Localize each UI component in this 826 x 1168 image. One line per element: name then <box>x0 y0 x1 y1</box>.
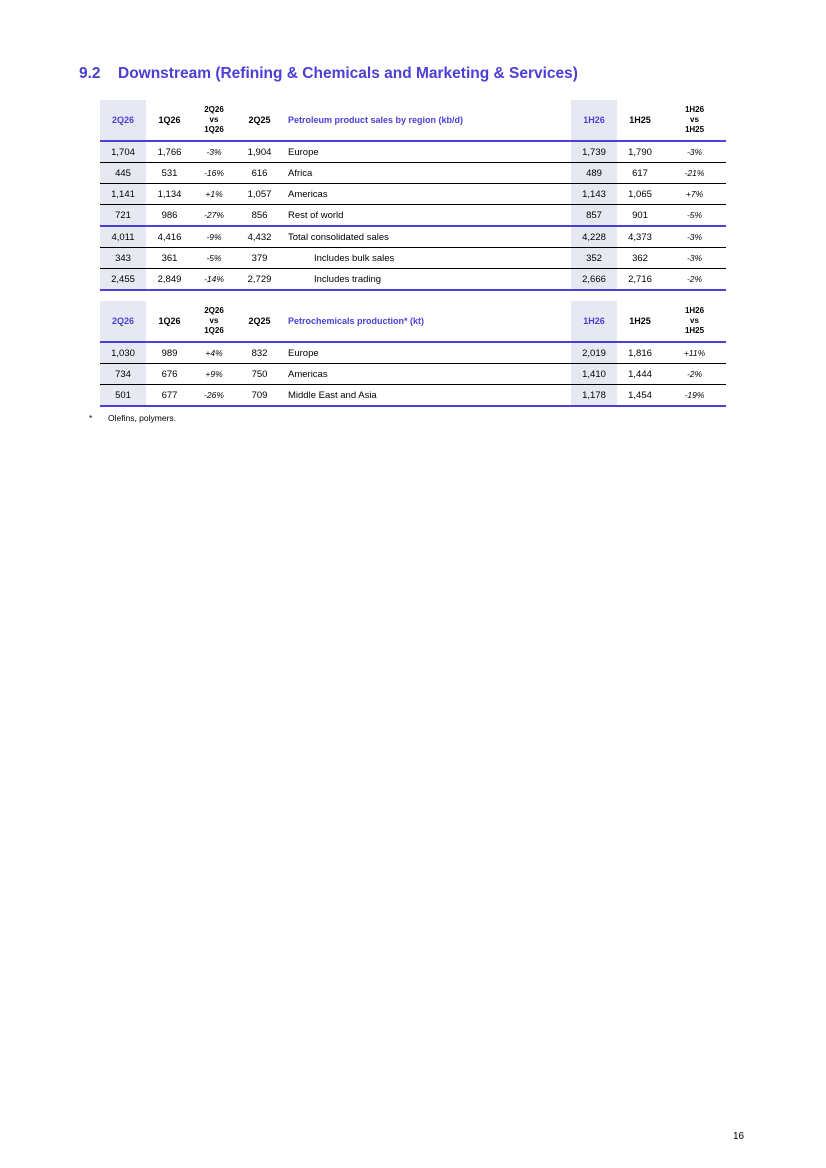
table-cell: -14% <box>193 269 235 291</box>
table-cell: +7% <box>663 184 726 205</box>
table-cell: 1,739 <box>571 141 617 163</box>
table-cell: 361 <box>146 248 193 269</box>
col-header: 1H26 vs 1H25 <box>684 306 705 335</box>
table-cell: -3% <box>663 141 726 163</box>
table-cell: 2,019 <box>571 342 617 364</box>
row-label: Total consolidated sales <box>284 226 571 248</box>
table-cell: 379 <box>235 248 284 269</box>
table-cell: 677 <box>146 385 193 407</box>
table-row <box>100 385 726 407</box>
table-row <box>100 226 726 248</box>
col-header: 2Q26 vs 1Q26 <box>204 306 224 335</box>
table-cell: +1% <box>193 184 235 205</box>
table-cell: 1,141 <box>100 184 146 205</box>
section-number: 9.2 <box>79 65 101 82</box>
table-header-row <box>100 301 726 342</box>
section-heading: Downstream (Refining & Chemicals and Marketing & Services) <box>118 65 578 82</box>
table-cell: 1,766 <box>146 141 193 163</box>
table-cell: 986 <box>146 205 193 227</box>
table-cell: 721 <box>100 205 146 227</box>
col-header: 1Q26 <box>158 315 181 326</box>
table-cell: 989 <box>146 342 193 364</box>
row-label: Americas <box>284 184 571 205</box>
table-cell: 1,065 <box>617 184 663 205</box>
table-row <box>100 364 726 385</box>
table-row <box>100 163 726 184</box>
table-cell: 362 <box>617 248 663 269</box>
table-cell: 901 <box>617 205 663 227</box>
table-cell: -9% <box>193 226 235 248</box>
petroleum-sales-table <box>100 100 726 291</box>
row-label: Includes trading <box>284 269 571 291</box>
table-cell: 734 <box>100 364 146 385</box>
table-cell: 1,178 <box>571 385 617 407</box>
col-header: 1H26 <box>571 301 617 342</box>
table-cell: -26% <box>193 385 235 407</box>
footnote-mark: * <box>89 413 93 423</box>
petrochemicals-production-table <box>100 301 726 407</box>
table-row <box>100 205 726 227</box>
table-cell: 1,790 <box>617 141 663 163</box>
table-cell: 1,444 <box>617 364 663 385</box>
table-cell: +4% <box>193 342 235 364</box>
table-cell: 352 <box>571 248 617 269</box>
table-header-row <box>100 100 726 141</box>
table-cell: -5% <box>193 248 235 269</box>
table-cell: 856 <box>235 205 284 227</box>
col-header: 2Q26 <box>100 100 146 141</box>
table-cell: 4,011 <box>100 226 146 248</box>
table-cell: 1,904 <box>235 141 284 163</box>
table-cell: 1,134 <box>146 184 193 205</box>
table-cell: -21% <box>663 163 726 184</box>
row-label: Europe <box>284 141 571 163</box>
row-label: Includes bulk sales <box>284 248 571 269</box>
table-cell: 2,849 <box>146 269 193 291</box>
row-label: Europe <box>284 342 571 364</box>
table-cell: 1,143 <box>571 184 617 205</box>
table-cell: 617 <box>617 163 663 184</box>
table-cell: -19% <box>663 385 726 407</box>
table-cell: 709 <box>235 385 284 407</box>
table-cell: 1,057 <box>235 184 284 205</box>
table-cell: 750 <box>235 364 284 385</box>
table-title: Petrochemicals production* (kt) <box>288 315 425 326</box>
table-cell: -2% <box>663 269 726 291</box>
table-cell: -27% <box>193 205 235 227</box>
page-number: 16 <box>733 1131 745 1142</box>
table-row <box>100 141 726 163</box>
col-header: 1H25 <box>629 114 651 125</box>
row-label: Rest of world <box>284 205 571 227</box>
table-cell: 1,410 <box>571 364 617 385</box>
table-cell: -16% <box>193 163 235 184</box>
table-cell: 676 <box>146 364 193 385</box>
table-row <box>100 248 726 269</box>
table-cell: +9% <box>193 364 235 385</box>
row-label: Americas <box>284 364 571 385</box>
table-cell: 1,454 <box>617 385 663 407</box>
table-cell: +11% <box>663 342 726 364</box>
table-cell: 501 <box>100 385 146 407</box>
col-header: 1H26 vs 1H25 <box>684 105 705 134</box>
table-cell: 445 <box>100 163 146 184</box>
col-header: 2Q26 vs 1Q26 <box>204 105 224 134</box>
table-cell: 2,666 <box>571 269 617 291</box>
table-cell: 4,432 <box>235 226 284 248</box>
table-cell: 1,030 <box>100 342 146 364</box>
footnote-text: Olefins, polymers. <box>108 413 177 423</box>
col-header: 1Q26 <box>158 114 181 125</box>
footnote <box>89 413 176 423</box>
table-row <box>100 184 726 205</box>
row-label: Africa <box>284 163 571 184</box>
col-header: 2Q25 <box>248 114 271 125</box>
table-cell: -3% <box>663 248 726 269</box>
col-header: 2Q26 <box>100 301 146 342</box>
table-cell: 4,228 <box>571 226 617 248</box>
table-cell: 1,704 <box>100 141 146 163</box>
col-header: 1H25 <box>629 315 651 326</box>
table-cell: 832 <box>235 342 284 364</box>
table-title: Petroleum product sales by region (kb/d) <box>288 114 464 125</box>
table-cell: 2,455 <box>100 269 146 291</box>
table-cell: 343 <box>100 248 146 269</box>
section-title <box>79 65 578 83</box>
table-cell: 857 <box>571 205 617 227</box>
table-cell: 4,373 <box>617 226 663 248</box>
table-cell: 616 <box>235 163 284 184</box>
table-cell: 489 <box>571 163 617 184</box>
table-cell: -3% <box>193 141 235 163</box>
col-header: 1H26 <box>571 100 617 141</box>
table-cell: -3% <box>663 226 726 248</box>
table-row <box>100 269 726 291</box>
table-row <box>100 342 726 364</box>
col-header: 2Q25 <box>248 315 271 326</box>
table-cell: -2% <box>663 364 726 385</box>
table-cell: 4,416 <box>146 226 193 248</box>
table-cell: 531 <box>146 163 193 184</box>
table-cell: 1,816 <box>617 342 663 364</box>
table-cell: 2,716 <box>617 269 663 291</box>
table-cell: -5% <box>663 205 726 227</box>
table-cell: 2,729 <box>235 269 284 291</box>
row-label: Middle East and Asia <box>284 385 571 407</box>
